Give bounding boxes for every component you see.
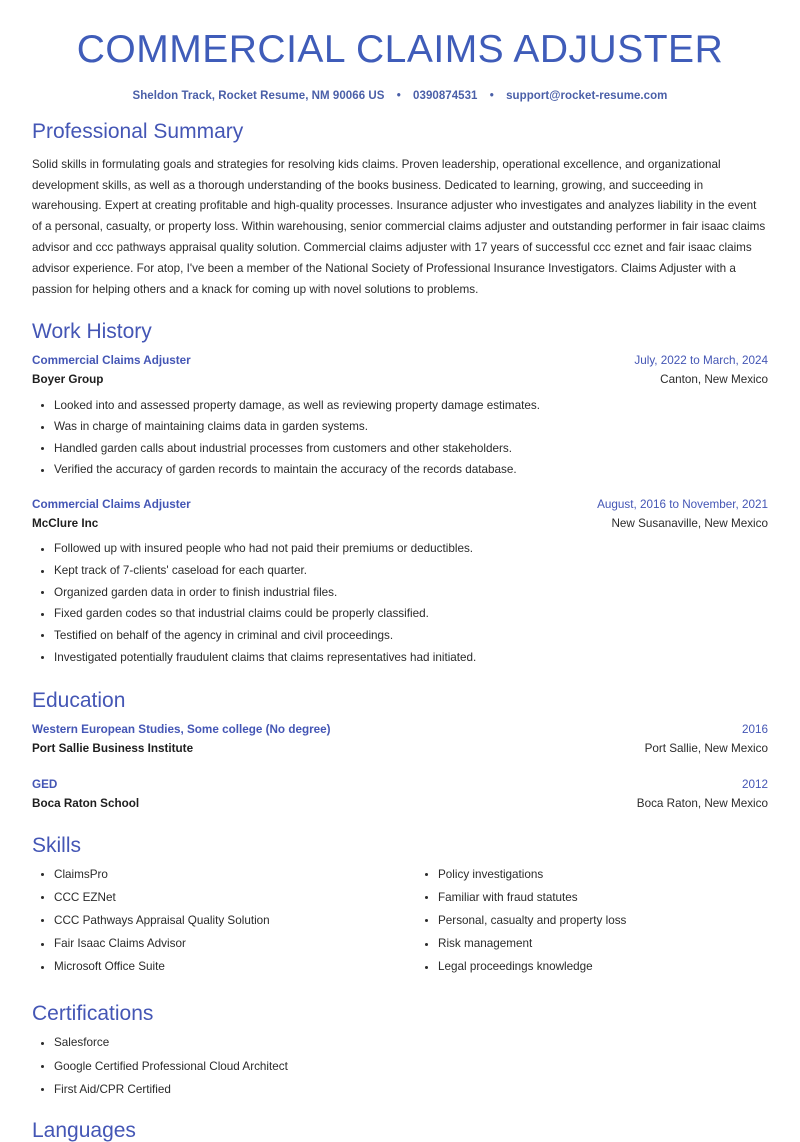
list-item: Familiar with fraud statutes — [416, 889, 768, 907]
work-job-dates: August, 2016 to November, 2021 — [597, 497, 768, 511]
skills-list-right — [416, 866, 768, 977]
list-item: Google Certified Professional Cloud Architect — [32, 1058, 768, 1076]
contact-email[interactable]: support@rocket-resume.com — [506, 90, 668, 102]
education-degree: Western European Studies, Some college (No degree) — [32, 722, 331, 736]
list-item: First Aid/CPR Certified — [32, 1081, 768, 1099]
work-job-dates: July, 2022 to March, 2024 — [634, 353, 768, 367]
section-languages — [32, 1119, 768, 1142]
list-item: ClaimsPro — [32, 866, 400, 884]
list-item: Fixed garden codes so that industrial claims could be properly classified. — [32, 605, 768, 623]
section-skills — [32, 834, 768, 982]
list-item: Organized garden data in order to finish industrial files. — [32, 584, 768, 602]
list-item: Investigated potentially fraudulent claims that claims representatives had initiated. — [32, 649, 768, 667]
work-company-location: New Susanaville, New Mexico — [611, 516, 768, 530]
list-item: Microsoft Office Suite — [32, 958, 400, 976]
section-education — [32, 689, 768, 814]
section-professional-summary — [32, 120, 768, 301]
contact-line — [32, 90, 768, 102]
list-item: Verified the accuracy of garden records to maintain the accuracy of the records database. — [32, 461, 768, 479]
education-school-location: Boca Raton, New Mexico — [636, 796, 768, 810]
contact-separator-1: • — [396, 90, 401, 102]
education-entry-title-row — [32, 721, 768, 740]
contact-address: Sheldon Track, Rocket Resume, NM 90066 US — [132, 90, 385, 102]
list-item: Was in charge of maintaining claims data in garden systems. — [32, 418, 768, 436]
skills-list-left — [32, 866, 400, 977]
work-job-title: Commercial Claims Adjuster — [32, 497, 191, 511]
work-responsibility-list — [32, 397, 768, 480]
work-responsibility-list — [32, 540, 768, 666]
list-item: Handled garden calls about industrial processes from customers and other stakeholders. — [32, 440, 768, 458]
section-certifications — [32, 1002, 768, 1098]
list-item: Kept track of 7-clients' caseload for each quarter. — [32, 562, 768, 580]
list-item: Policy investigations — [416, 866, 768, 884]
list-item: CCC Pathways Appraisal Quality Solution — [32, 912, 400, 930]
section-heading-skills: Skills — [32, 833, 82, 857]
section-work-history — [32, 320, 768, 667]
education-school-location: Port Sallie, New Mexico — [644, 741, 768, 755]
list-item: Fair Isaac Claims Advisor — [32, 935, 400, 953]
work-history-entry — [32, 352, 768, 480]
list-item: CCC EZNet — [32, 889, 400, 907]
education-school-name: Boca Raton School — [32, 796, 140, 810]
work-entry-title-row — [32, 352, 768, 371]
work-entry-org-row — [32, 515, 768, 534]
section-heading-languages: Languages — [32, 1118, 136, 1142]
work-company-name: Boyer Group — [32, 372, 104, 386]
work-company-name: McClure Inc — [32, 516, 99, 530]
list-item: Testified on behalf of the agency in criminal and civil proceedings. — [32, 627, 768, 645]
certifications-list — [32, 1034, 768, 1098]
education-degree: GED — [32, 777, 58, 791]
education-entry — [32, 776, 768, 814]
section-heading-work-history: Work History — [32, 319, 152, 343]
education-school-name: Port Sallie Business Institute — [32, 741, 194, 755]
education-entry-org-row — [32, 740, 768, 759]
section-heading-professional-summary: Professional Summary — [32, 120, 244, 143]
education-year: 2012 — [741, 777, 768, 791]
education-entry-org-row — [32, 795, 768, 814]
skills-columns — [32, 866, 768, 982]
skills-column-right — [400, 866, 768, 982]
list-item: Followed up with insured people who had not paid their premiums or deductibles. — [32, 540, 768, 558]
education-entry-title-row — [32, 776, 768, 795]
education-year: 2016 — [741, 722, 768, 736]
skills-column-left — [32, 866, 400, 982]
list-item: Risk management — [416, 935, 768, 953]
professional-summary-text: Solid skills in formulating goals and strategies for resolving kids claims. Proven leadership, operational excellence, and organizational development skills, as well as a thorough understanding of the books business. Dedicated to learning, growing, and succeeding in warehousing. Expert at creating profitable and high-quality processes. Insurance adjuster who investigates and analyzes liability in the event of a personal, casualty, or property loss. Within warehousing, senior commercial claims adjuster and outstanding performer in fair isaac claims advisor and ccc pathways appraisal quality solution. Commercial claims adjuster with 17 years of successful ccc eznet and fair isaac claims advisor experience. For atop, I've been a member of the National Society of Professional Insurance Investigators. Claims Adjuster with a passion for helping others and a knack for coming up with novel solutions to problems. — [32, 157, 766, 296]
education-entry — [32, 721, 768, 759]
list-item: Personal, casualty and property loss — [416, 912, 768, 930]
work-company-location: Canton, New Mexico — [660, 372, 768, 386]
work-entry-title-row — [32, 496, 768, 515]
list-item: Looked into and assessed property damage, as well as reviewing property damage estimates. — [32, 397, 768, 415]
contact-separator-2: • — [489, 90, 494, 102]
work-history-entry — [32, 496, 768, 667]
page-title: COMMERCIAL CLAIMS ADJUSTER — [76, 28, 724, 71]
section-heading-certifications: Certifications — [32, 1002, 154, 1026]
list-item: Legal proceedings knowledge — [416, 958, 768, 976]
contact-phone[interactable]: 0390874531 — [413, 90, 478, 102]
section-heading-education: Education — [32, 688, 126, 712]
work-job-title: Commercial Claims Adjuster — [32, 353, 191, 367]
list-item: Salesforce — [32, 1034, 768, 1052]
work-entry-org-row — [32, 371, 768, 390]
